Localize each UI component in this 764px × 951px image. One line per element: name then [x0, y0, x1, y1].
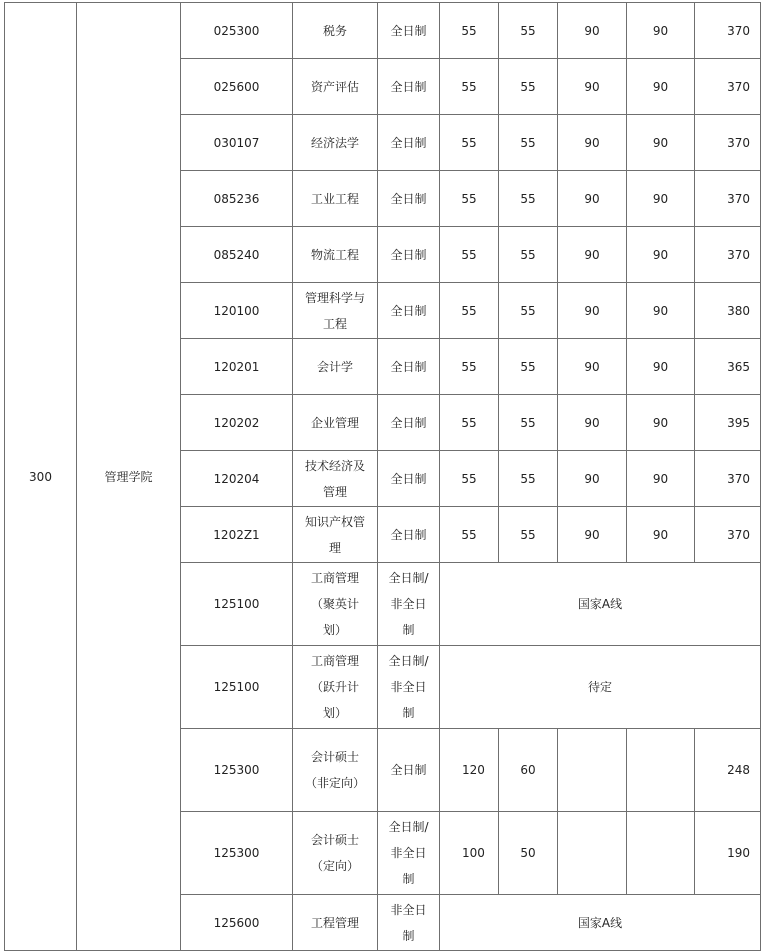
score3-cell: 90	[558, 395, 627, 451]
score1-cell: 55	[440, 395, 499, 451]
score3-cell: 90	[558, 115, 627, 171]
study-mode-cell: 全日制/非全日制	[378, 563, 440, 646]
college-code-cell: 300	[5, 3, 77, 951]
score3-cell: 90	[558, 507, 627, 563]
major-code-cell: 120100	[181, 283, 293, 339]
major-code-cell: 085240	[181, 227, 293, 283]
score-line-note-cell: 国家A线	[440, 563, 761, 646]
major-name-cell: 工程管理	[293, 895, 378, 951]
study-mode-cell: 全日制	[378, 3, 440, 59]
score3-cell: 90	[558, 171, 627, 227]
score4-cell: 90	[627, 3, 695, 59]
major-code-cell: 120202	[181, 395, 293, 451]
study-mode-cell: 全日制/非全日制	[378, 812, 440, 895]
score1-cell: 55	[440, 59, 499, 115]
major-name-cell: 管理科学与工程	[293, 283, 378, 339]
score1-cell: 55	[440, 115, 499, 171]
score2-cell: 55	[499, 115, 558, 171]
major-name-cell: 会计学	[293, 339, 378, 395]
score2-cell: 55	[499, 3, 558, 59]
score1-cell: 100	[440, 812, 499, 895]
score4-cell: 90	[627, 115, 695, 171]
score3-cell	[558, 729, 627, 812]
major-code-cell: 125100	[181, 563, 293, 646]
total-score-cell: 370	[695, 59, 761, 115]
score2-cell: 55	[499, 59, 558, 115]
score-table	[4, 2, 761, 951]
total-score-cell: 395	[695, 395, 761, 451]
score1-cell: 55	[440, 339, 499, 395]
total-score-cell: 190	[695, 812, 761, 895]
major-name-cell: 税务	[293, 3, 378, 59]
score4-cell	[627, 812, 695, 895]
study-mode-cell: 全日制	[378, 395, 440, 451]
major-name-cell: 会计硕士（定向）	[293, 812, 378, 895]
major-code-cell: 125100	[181, 646, 293, 729]
score1-cell: 55	[440, 227, 499, 283]
major-name-cell: 知识产权管理	[293, 507, 378, 563]
study-mode-cell: 全日制	[378, 729, 440, 812]
major-name-cell: 工商管理（跃升计划）	[293, 646, 378, 729]
score1-cell: 55	[440, 171, 499, 227]
study-mode-cell: 全日制	[378, 451, 440, 507]
study-mode-cell: 全日制	[378, 283, 440, 339]
total-score-cell: 380	[695, 283, 761, 339]
major-code-cell: 085236	[181, 171, 293, 227]
score2-cell: 55	[499, 283, 558, 339]
study-mode-cell: 全日制	[378, 59, 440, 115]
score-line-note-cell: 待定	[440, 646, 761, 729]
score3-cell	[558, 812, 627, 895]
score2-cell: 55	[499, 507, 558, 563]
score3-cell: 90	[558, 451, 627, 507]
major-name-cell: 资产评估	[293, 59, 378, 115]
major-name-cell: 技术经济及管理	[293, 451, 378, 507]
major-name-cell: 企业管理	[293, 395, 378, 451]
score1-cell: 55	[440, 507, 499, 563]
college-name-cell: 管理学院	[77, 3, 181, 951]
study-mode-cell: 非全日制	[378, 895, 440, 951]
score2-cell: 55	[499, 227, 558, 283]
score1-cell: 120	[440, 729, 499, 812]
score3-cell: 90	[558, 59, 627, 115]
major-name-cell: 工商管理（聚英计划）	[293, 563, 378, 646]
score3-cell: 90	[558, 283, 627, 339]
total-score-cell: 370	[695, 451, 761, 507]
major-code-cell: 125300	[181, 729, 293, 812]
major-code-cell: 1202Z1	[181, 507, 293, 563]
score4-cell: 90	[627, 171, 695, 227]
study-mode-cell: 全日制/非全日制	[378, 646, 440, 729]
total-score-cell: 370	[695, 171, 761, 227]
major-name-cell: 工业工程	[293, 171, 378, 227]
major-code-cell: 025300	[181, 3, 293, 59]
total-score-cell: 365	[695, 339, 761, 395]
major-code-cell: 125300	[181, 812, 293, 895]
major-name-cell: 经济法学	[293, 115, 378, 171]
score2-cell: 55	[499, 339, 558, 395]
score4-cell: 90	[627, 283, 695, 339]
major-code-cell: 120201	[181, 339, 293, 395]
score4-cell: 90	[627, 395, 695, 451]
score3-cell: 90	[558, 339, 627, 395]
major-code-cell: 120204	[181, 451, 293, 507]
score1-cell: 55	[440, 451, 499, 507]
total-score-cell: 370	[695, 3, 761, 59]
total-score-cell: 248	[695, 729, 761, 812]
study-mode-cell: 全日制	[378, 507, 440, 563]
score4-cell: 90	[627, 451, 695, 507]
score-line-note-cell: 国家A线	[440, 895, 761, 951]
major-code-cell: 025600	[181, 59, 293, 115]
score4-cell: 90	[627, 227, 695, 283]
score1-cell: 55	[440, 283, 499, 339]
study-mode-cell: 全日制	[378, 171, 440, 227]
score2-cell: 55	[499, 451, 558, 507]
score3-cell: 90	[558, 3, 627, 59]
study-mode-cell: 全日制	[378, 115, 440, 171]
score4-cell: 90	[627, 59, 695, 115]
major-code-cell: 125600	[181, 895, 293, 951]
score4-cell: 90	[627, 339, 695, 395]
major-code-cell: 030107	[181, 115, 293, 171]
score4-cell	[627, 729, 695, 812]
total-score-cell: 370	[695, 507, 761, 563]
major-name-cell: 物流工程	[293, 227, 378, 283]
score2-cell: 50	[499, 812, 558, 895]
major-name-cell: 会计硕士（非定向）	[293, 729, 378, 812]
score1-cell: 55	[440, 3, 499, 59]
total-score-cell: 370	[695, 227, 761, 283]
score4-cell: 90	[627, 507, 695, 563]
score2-cell: 55	[499, 171, 558, 227]
score2-cell: 55	[499, 395, 558, 451]
total-score-cell: 370	[695, 115, 761, 171]
table-row	[5, 3, 761, 59]
score3-cell: 90	[558, 227, 627, 283]
study-mode-cell: 全日制	[378, 227, 440, 283]
score2-cell: 60	[499, 729, 558, 812]
study-mode-cell: 全日制	[378, 339, 440, 395]
